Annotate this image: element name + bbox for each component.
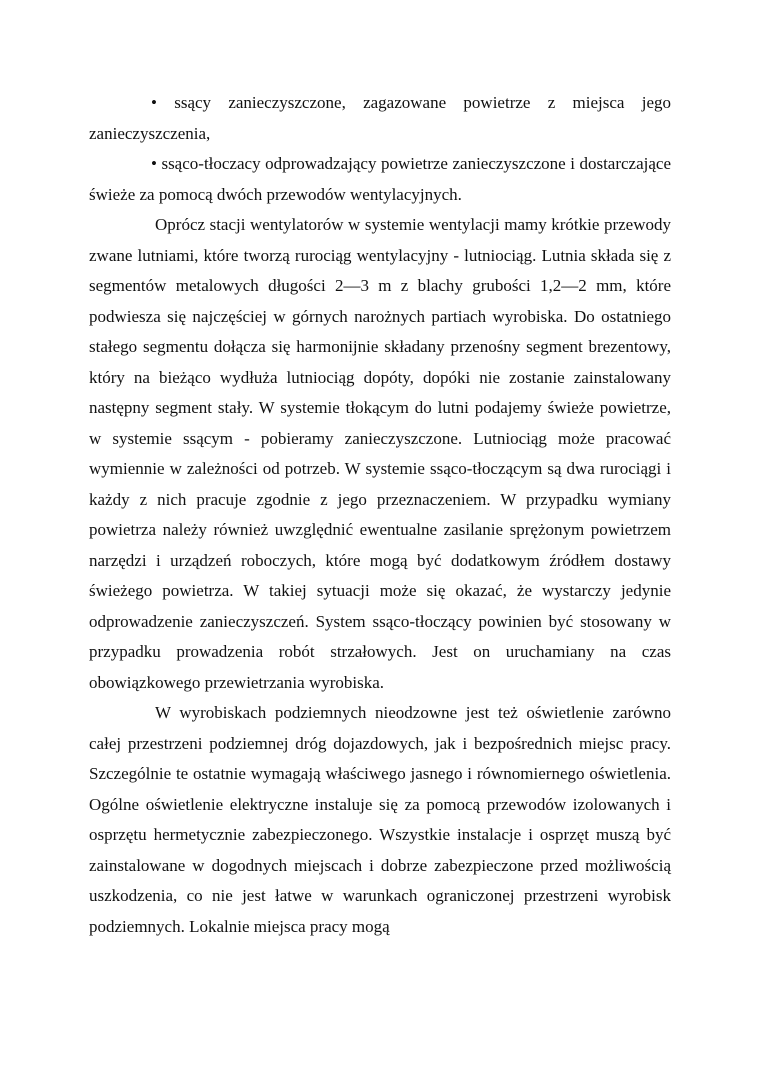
paragraph-lighting: W wyrobiskach podziemnych nieodzowne jest też oświetlenie zarówno całej przestrzeni podziemnej dróg dojazdowych, jak i bezpośrednich miejsc pracy. Szczególnie te ostatnie wymagają właściwego jasnego i równomiernego oświetlenia. Ogólne oświetlenie elektryczne instaluje się za pomocą przewodów izolowanych i osprzętu hermetycznie zabezpieczonego. Wszystkie instalacje i osprzęt muszą być zainstalowane w dogodnych miejscach i dobrze zabezpieczone przed możliwością uszkodzenia, co nie jest łatwe w warunkach ograniczonej przestrzeni wyrobisk podziemnych. Lokalnie miejsca pracy mogą	[89, 703, 671, 936]
bullet-item-suction-pressure: • ssąco-tłoczacy odprowadzający powietrze zanieczyszczone i dostarczające świeże za pomocą dwóch przewodów wentylacyjnych.	[89, 154, 671, 204]
paragraph-ventilation-ducts: Oprócz stacji wentylatorów w systemie wentylacji mamy krótkie przewody zwane lutniami, które tworzą rurociąg wentylacyjny - lutniociąg. Lutnia składa się z segmentów metalowych długości 2—3 m z blachy grubości 1,2—2 mm, które podwiesza się najczęściej w górnych narożnych partiach wyrobiska. Do ostatniego stałego segmentu dołącza się harmonijnie składany przenośny segment brezentowy, który na bieżąco wydłuża lutniociąg dopóty, dopóki nie zostanie zainstalowany następny segment stały. W systemie tłokącym do lutni podajemy świeże powietrze, w systemie ssącym - pobieramy zanieczyszczone. Lutniociąg może pracować wymiennie w zależności od potrzeb. W systemie ssąco-tłoczącym są dwa rurociągi i każdy z nich pracuje zgodnie z jego przeznaczeniem. W przypadku wymiany powietrza należy również uwzględnić ewentualne zasilanie sprężonym powietrzem narzędzi i urządzeń roboczych, które mogą być dodatkowym źródłem dostawy świeżego powietrza. W takiej sytuacji może się okazać, że wystarczy jedynie odprowadzenie zanieczyszczeń. System ssąco-tłoczący powinien być stosowany w przypadku prowadzenia robót strzałowych. Jest on uruchamiany na czas obowiązkowego przewietrzania wyrobiska.	[89, 215, 671, 692]
bullet-item-suction: • ssący zanieczyszczone, zagazowane powietrze z miejsca jego zanieczyszczenia,	[89, 93, 671, 143]
document-page	[89, 88, 671, 942]
